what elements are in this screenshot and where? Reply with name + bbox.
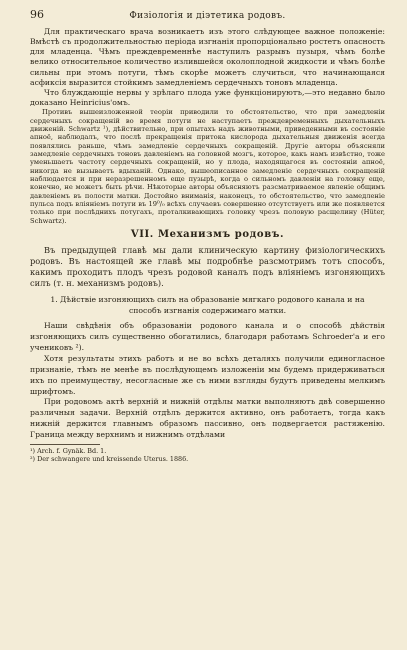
section-title: 1. Дѣйствіе изгоняющихъ силъ на образованіе мягкаго родового канала и на способъ изгнанія содержимаго матки.	[50, 295, 365, 315]
paragraph: Въ предыдущей главѣ мы дали клиническую картину физіологическихъ родовъ. Въ настоящей же главѣ мы подробнѣе разсмотримъ тотъ способъ, какимъ проходитъ плодъ чрезъ родовой каналъ подъ вліяніемъ изгоняющихъ силъ (т. н. механизмъ родовъ).	[30, 245, 385, 289]
page-number: 96	[30, 8, 44, 21]
running-title: Физiологія и діэтетика родовъ.	[129, 11, 286, 21]
paragraph: Что блуждающіе нервы у зрѣлаго плода уже функціонируютъ,—это недавно было доказано Heinricius'омъ.	[30, 87, 385, 108]
footnote-rule	[30, 444, 100, 445]
chapter-title: VII. Механизмъ родовъ.	[130, 229, 285, 241]
page-header	[30, 8, 385, 22]
paragraph: При родовомъ актѣ верхній и нижній отдѣлы матки выполняютъ двѣ совершенно различныя задачи. Верхній отдѣлъ держится активно, онъ работаетъ, тогда какъ нижній держится главнымъ образомъ пассивно, онъ подвергается растяженію. Граница между верхнимъ и нижнимъ отдѣлами	[30, 397, 385, 440]
paragraph: Хотя результаты этихъ работъ и не во всѣхъ деталяхъ получили единогласное признаніе, тѣмъ не менѣе въ послѣдующемъ изложеніи мы будемъ придерживаться ихъ по преимуществу, несогласные же съ ними взгляды будутъ приведены мелкимъ шрифтомъ.	[30, 353, 385, 396]
small-print-paragraph: Противъ вышеизложенной теоріи приводили то обстоятельство, что при замедленіи сердечныхъ сокращеній во время потуги не наступаетъ преждевременныхъ дыхательныхъ движеній. Schwartz ¹), дѣйствительно, при опытахъ надъ животными, приведенными въ состояніе апноё, наблюдалъ, что послѣ прекращенія притока кислорода дыхательныя движенія всегда появлялись раньше, чѣмъ замедленіе сердечныхъ сокращеній. Другіе авторы объясняли замедленіе сердечныхъ тоновъ давленіемъ на головной мозгъ, которое, какъ намъ извѣстно, тоже уменьшаетъ частоту сердечныхъ сокращеній, но у плода, находящагося въ состояніи апноё, никогда не вызываетъ вдыханій. Однако, вышеописанное замедленіе сердечныхъ сокращеній наблюдается и при неразрешенномъ еще пузырѣ, когда о сильномъ давленіи на головку еще, конечно, не можетъ быть рѣчи. Нѣкоторые авторы объясняютъ разсматриваемое явленіе общимъ давленіемъ въ полости матки. Достойно вниманія, наконецъ, то обстоятельство, что замедленіе пульса подъ вліяніемъ потуги въ 19⁰/₀ всѣхъ случаевъ совершенно отсутствуетъ или же появляется только при послѣднихъ потугахъ, проталкивающихъ головку чрезъ половую расщелину (Hüter, Schwartz).	[30, 108, 385, 225]
paragraph: Для практическаго врача возникаетъ изъ этого слѣдующее важное положеніе: Вмѣстѣ съ продолжительностью періода изгнанія пропорціонально ростетъ опасность для младенца. Чѣмъ преждевременнѣе наступилъ разрывъ пузыря, чѣмъ болѣе велико относительное количество излившейся околоплодной жидкости и чѣмъ болѣе сильны при этомъ потуги, тѣмъ скорѣе можетъ случиться, что начинающаяся асфиксія выразится стойкимъ замедленіемъ сердечныхъ тоновъ младенца.	[30, 27, 385, 87]
paragraph: Наши свѣдѣнія объ образованіи родового канала и о способѣ дѣйствія изгоняющихъ силъ существенно обогатились, благодаря работамъ Schroeder'а и его учениковъ ²).	[30, 321, 385, 352]
footnote: ²) Der schwangere und kreissende Uterus. 1886.	[30, 455, 189, 464]
footnote: ¹) Arch. f. Gynäk. Bd. 1.	[30, 447, 107, 456]
